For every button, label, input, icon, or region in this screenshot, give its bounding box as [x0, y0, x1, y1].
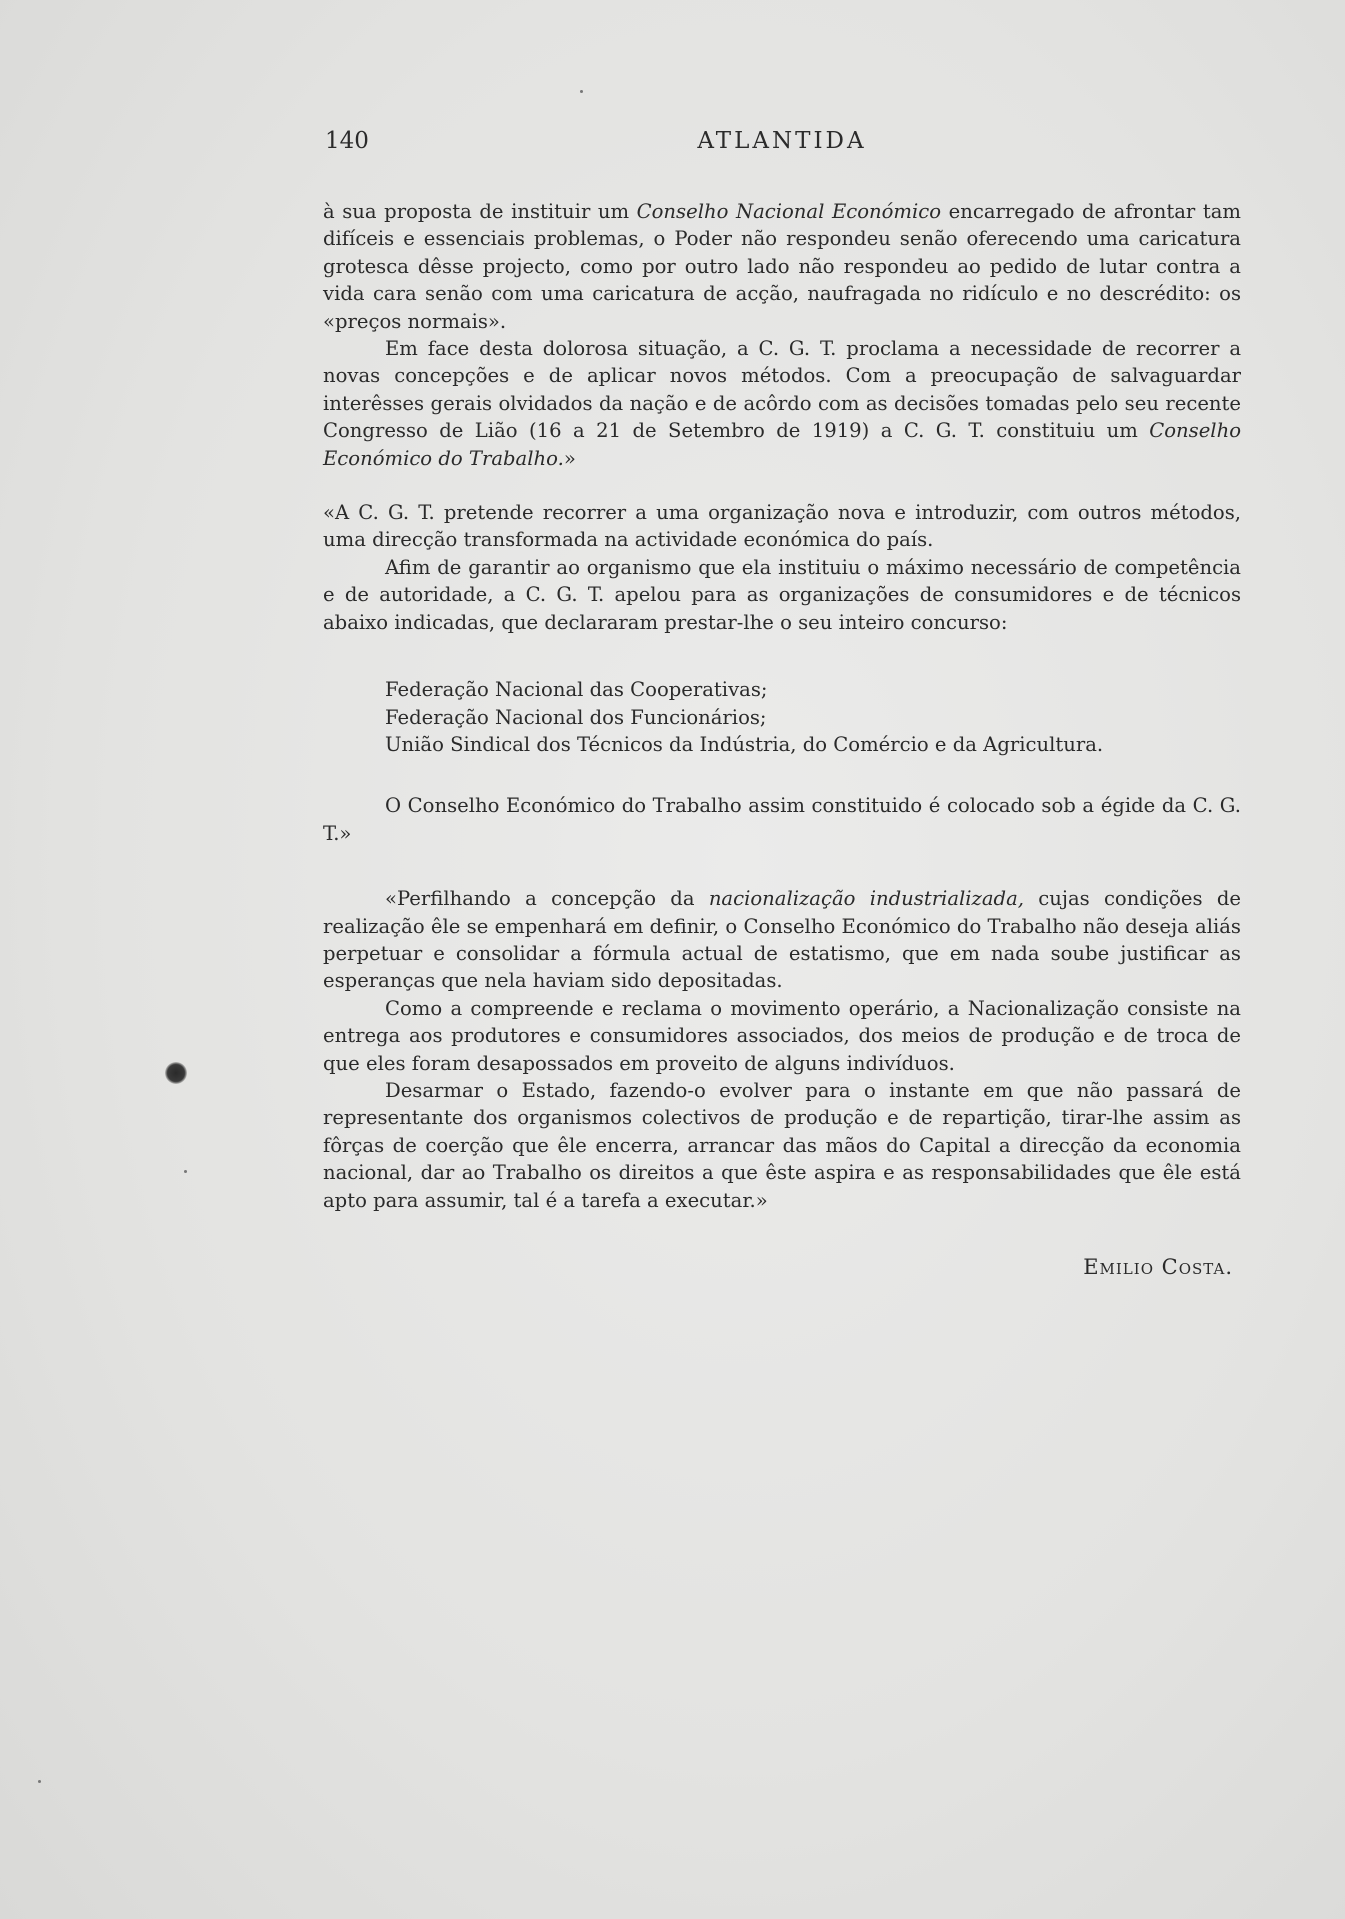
text-run: encarregado de afrontar tam difíceis e essenciais problemas, o Poder não respondeu senão oferecendo uma caricatura grotesca dêsse projecto, como por outro lado não respondeu ao pedido de lutar contra a vida cara senão com uma caricatura de acção, naufragada no ridículo e no descrédito: os «preços normais». — [323, 200, 1242, 333]
text-run: à sua proposta de instituir um — [323, 200, 637, 223]
italic-term: nacionalização industrializada, — [708, 887, 1024, 911]
running-title: ATLANTIDA — [697, 128, 867, 154]
text-run: «Perfilhando a concepção da — [385, 887, 709, 911]
paragraph-2 — [323, 335, 1241, 472]
paragraph-3: «A C. G. T. pretende recorrer a uma organização nova e introduzir, com outros métodos, uma direcção transformada na actividade económica do país. — [323, 501, 1241, 552]
dust-speck — [38, 1780, 41, 1783]
list-item: Federação Nacional das Cooperativas; — [385, 678, 768, 702]
paragraph-8: Desarmar o Estado, fazendo-o evolver para o instante em que não passará de representante dos organismos colectivos de produção e de repartição, tirar-lhe assim as fôrças de coerção que êle encerra, arrancar das mãos do Capital a direcção da economia nacional, dar ao Trabalho os direitos a que êste aspira e as responsabilidades que êle está apto para assumir, tal é a tarefa a executar.» — [323, 1078, 1241, 1212]
italic-term: Conselho Nacional Económico — [636, 200, 942, 223]
paragraph-1 — [323, 198, 1241, 335]
list-item: Federação Nacional dos Funcionários; — [385, 705, 767, 729]
text-run: » — [563, 446, 576, 470]
paragraph-6 — [323, 885, 1241, 995]
paragraph-5: O Conselho Económico do Trabalho assim constituido é colocado sob a égide da C. G. T.» — [323, 794, 1241, 845]
text-run: Em face desta dolorosa situação, a C. G. T. proclama a necessidade de recorrer a novas concepções e de aplicar novos métodos. Com a preocupação de salvaguardar interêsses gerais olvidados da nação e de acôrdo com as decisões tomadas pelo seu recente Congresso de Lião (16 a 21 de Setembro de 1919) a C. G. T. constituiu um — [323, 337, 1241, 443]
dust-speck — [580, 90, 583, 93]
paragraph-7: Como a compreende e reclama o movimento operário, a Nacionalização consiste na entrega aos produtores e consumidores associados, dos meios de produção e de troca de que eles foram desapossados em proveito de alguns indivíduos. — [323, 996, 1241, 1075]
paragraph-4: Afim de garantir ao organismo que ela instituiu o máximo necessário de competência e de autoridade, a C. G. T. apelou para as organizações de consumidores e de técnicos abaixo indicadas, que declararam prestar-lhe o seu inteiro concurso: — [323, 555, 1241, 634]
dust-speck — [184, 1170, 187, 1173]
list-item: União Sindical dos Técnicos da Indústria, do Comércio e da Agricultura. — [385, 732, 1104, 756]
text-run: cujas condições de realização êle se empenhará em definir, o Conselho Económico do Trabalho não deseja aliás perpetuar e consolidar a fórmula actual de estatismo, que em nada soube justificar as esperanças que nela haviam sido depositadas. — [323, 887, 1241, 993]
organization-list — [323, 676, 1241, 758]
author-signature: Emilio Costa. — [1083, 1255, 1233, 1279]
ink-blot — [165, 1062, 187, 1084]
page-number: 140 — [325, 128, 369, 154]
article-body — [323, 198, 1241, 1281]
page-header — [325, 128, 1239, 168]
italic-term: Conselho Económico do Trabalho. — [323, 419, 1241, 470]
